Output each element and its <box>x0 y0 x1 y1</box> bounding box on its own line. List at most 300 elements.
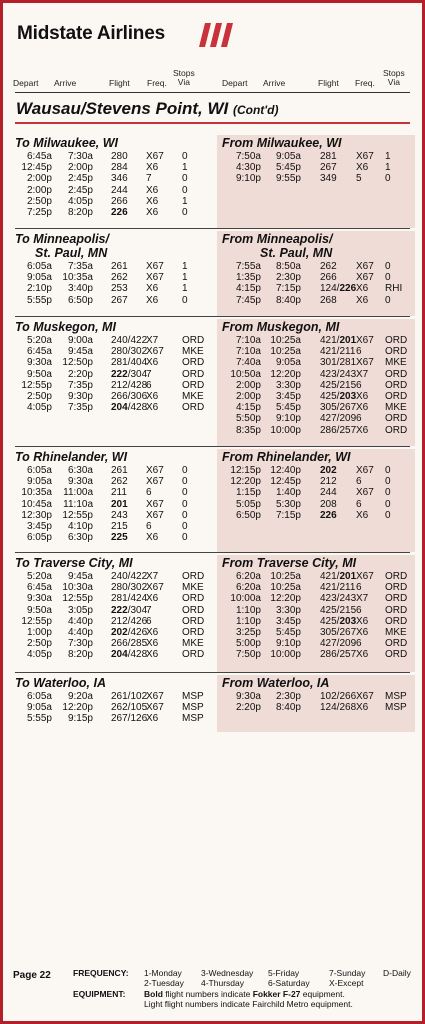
stops-via: 0 <box>182 294 188 306</box>
freq-2: 2-Tuesday <box>144 978 184 988</box>
arrive-time: 7:35p <box>67 402 93 414</box>
frequency: X7 <box>146 335 159 346</box>
depart-time: 9:30a <box>235 691 261 702</box>
arrive-time: 10:25a <box>270 571 301 582</box>
arrive-time: 9:15p <box>67 713 93 725</box>
frequency: X7 <box>356 593 369 605</box>
depart-time: 7:10a <box>235 346 261 358</box>
city-rule <box>15 122 410 124</box>
stops-via: ORD <box>385 593 408 605</box>
flight-number: 423/243 <box>320 368 357 380</box>
to-destination-title <box>15 556 133 570</box>
equipment-text-1-end: equipment. <box>302 989 345 999</box>
depart-time: 7:45p <box>235 294 261 306</box>
arrive-time: 2:30p <box>275 272 301 284</box>
stops-via: 0 <box>182 151 188 162</box>
depart-time: 2:00p <box>26 173 52 185</box>
arrive-time: 4:40p <box>67 626 93 638</box>
arrive-time: 7:35p <box>67 379 93 391</box>
arrive-time: 10:00p <box>270 424 301 436</box>
flight-number: 425/203 <box>320 615 357 627</box>
stops-via: ORD <box>385 335 408 346</box>
from-origin-title <box>222 136 341 150</box>
table-row <box>222 605 422 616</box>
stops-via: 0 <box>182 184 188 196</box>
arrive-time: 2:45p <box>67 184 93 196</box>
stops-via: 0 <box>385 272 391 284</box>
depart-time: 12:55p <box>21 615 52 627</box>
table-row <box>15 185 215 196</box>
table-row <box>15 713 215 724</box>
table-row <box>222 691 422 702</box>
arrive-time: 8:20p <box>67 649 93 661</box>
frequency: 6 <box>146 520 152 532</box>
frequency: X6 <box>146 162 159 174</box>
flight-number: 240/422 <box>111 571 148 582</box>
flight-number: 102/266 <box>320 691 357 702</box>
depart-time: 9:10p <box>235 173 261 185</box>
frequency: X6 <box>146 626 159 638</box>
depart-time: 5:20a <box>26 571 52 582</box>
frequency: 6 <box>356 346 362 358</box>
arrive-time: 3:45p <box>275 615 301 627</box>
depart-time: 9:05a <box>26 702 52 714</box>
depart-time: 4:05p <box>26 402 52 414</box>
stops-via: 1 <box>182 261 188 272</box>
stops-via: ORD <box>385 424 408 436</box>
table-row <box>222 391 422 402</box>
to-title-line: St. Paul, MN <box>35 246 108 260</box>
to-title-line: To Minneapolis/ <box>15 232 109 246</box>
stops-via: MSP <box>182 702 204 714</box>
flight-number: 286/257 <box>320 649 357 661</box>
table-row <box>222 369 422 380</box>
frequency: 7 <box>146 173 152 185</box>
arrive-time: 10:00p <box>270 649 301 661</box>
from-origin-title <box>222 232 332 260</box>
arrive-time: 2:30p <box>275 691 301 702</box>
frequency: X67 <box>146 582 164 594</box>
arrive-time: 8:40p <box>275 702 301 714</box>
to-title-line: To Milwaukee, WI <box>15 136 119 150</box>
arrive-time: 4:05p <box>67 195 93 207</box>
flight-number: 421/201 <box>320 571 357 582</box>
equipment-aircraft-bold: Fokker F-27 <box>252 989 301 999</box>
frequency: X6 <box>356 626 369 638</box>
table-row <box>15 151 215 162</box>
to-title-line: To Waterloo, IA <box>15 676 106 690</box>
from-origin-title <box>222 450 351 464</box>
arrive-time: 2:20p <box>67 368 93 380</box>
to-rows <box>15 465 215 543</box>
airline-name: Midstate Airlines <box>17 23 165 44</box>
freq-3: 3-Wednesday <box>201 968 254 978</box>
table-row <box>15 380 215 391</box>
depart-time: 3:45p <box>26 520 52 532</box>
stops-via: 1 <box>182 283 188 295</box>
arrive-time: 9:10p <box>275 638 301 650</box>
flight-number: 281/404 <box>111 357 148 369</box>
to-rows <box>15 261 215 306</box>
arrive-time: 3:30p <box>275 379 301 391</box>
stops-via: 1 <box>385 151 391 162</box>
depart-time: 3:25p <box>235 626 261 638</box>
table-row <box>15 521 215 532</box>
table-row <box>15 272 215 283</box>
table-row <box>15 532 215 543</box>
stops-via: ORD <box>182 649 205 661</box>
stops-via: ORD <box>182 615 205 627</box>
flight-number: 349 <box>320 173 337 185</box>
table-row <box>15 510 215 521</box>
from-rows <box>222 465 422 521</box>
depart-time: 6:05p <box>26 532 52 544</box>
flight-number: 267 <box>111 294 128 306</box>
from-rows <box>222 691 422 713</box>
from-title-line: From Traverse City, MI <box>222 556 357 570</box>
arrive-time: 7:30a <box>67 151 93 162</box>
arrive-time: 10:35a <box>62 272 93 284</box>
table-row <box>222 465 422 476</box>
depart-time: 12:15p <box>230 465 261 476</box>
depart-time: 5:05p <box>235 498 261 510</box>
table-row <box>15 346 215 357</box>
table-row <box>222 487 422 498</box>
arrive-time: 6:50p <box>67 294 93 306</box>
table-row <box>222 357 422 368</box>
frequency: X6 <box>356 615 369 627</box>
stops-via: 0 <box>182 509 188 521</box>
stops-via: 0 <box>182 487 188 499</box>
arrive-time: 7:15p <box>275 509 301 521</box>
table-row <box>15 487 215 498</box>
flight-number: 421/211 <box>320 346 356 358</box>
frequency: X6 <box>356 294 369 306</box>
table-row <box>15 582 215 593</box>
flight-number: 215 <box>111 520 128 532</box>
table-row <box>15 627 215 638</box>
flight-number: 253 <box>111 283 128 295</box>
col-depart-right: Depart <box>222 78 248 88</box>
stops-via: ORD <box>182 335 205 346</box>
stops-via: 0 <box>385 476 391 488</box>
arrive-time: 5:30p <box>275 498 301 510</box>
depart-time: 7:50a <box>235 151 261 162</box>
arrive-time: 3:40p <box>67 283 93 295</box>
frequency: X6 <box>146 649 159 661</box>
from-rows <box>222 335 422 436</box>
equipment-text-1: flight numbers indicate <box>165 989 251 999</box>
flight-number: 225 <box>111 532 128 544</box>
table-row <box>15 638 215 649</box>
frequency: X6 <box>356 424 369 436</box>
arrive-time: 12:50p <box>62 357 93 369</box>
depart-time: 4:30p <box>235 162 261 174</box>
depart-time: 6:05a <box>26 691 52 702</box>
stops-via: 0 <box>182 498 188 510</box>
frequency: X67 <box>146 498 164 510</box>
frequency: X6 <box>146 638 159 650</box>
stops-via: MKE <box>182 638 204 650</box>
flight-number: 267/126 <box>111 713 148 725</box>
stops-via: 0 <box>385 498 391 510</box>
flight-number: 305/267 <box>320 402 357 414</box>
arrive-time: 9:20a <box>67 691 93 702</box>
flight-number: 425/215 <box>320 604 357 616</box>
flight-number: 222/304 <box>111 368 148 380</box>
stops-via: 0 <box>182 173 188 185</box>
flight-number: 204/428 <box>111 402 148 414</box>
table-row <box>15 391 215 402</box>
depart-time: 1:35p <box>235 272 261 284</box>
col-stops: Stops <box>173 68 195 78</box>
frequency: X6 <box>146 206 159 218</box>
equipment-label: EQUIPMENT: <box>73 989 126 999</box>
from-origin-title <box>222 320 339 334</box>
frequency: X67 <box>146 691 164 702</box>
section-divider <box>15 552 410 553</box>
arrive-time: 5:45p <box>275 402 301 414</box>
stops-via: RHI <box>385 283 403 295</box>
table-row <box>15 162 215 173</box>
stops-via: 0 <box>385 261 391 272</box>
table-row <box>222 571 422 582</box>
frequency: X6 <box>146 283 159 295</box>
stops-via: ORD <box>385 379 408 391</box>
frequency: 6 <box>356 638 362 650</box>
arrive-time: 9:00a <box>67 335 93 346</box>
stops-via: MKE <box>385 402 407 414</box>
table-row <box>15 283 215 294</box>
flight-number: 211 <box>111 487 127 499</box>
from-title-line: From Milwaukee, WI <box>222 136 342 150</box>
stops-via: ORD <box>182 626 205 638</box>
table-row <box>222 162 422 173</box>
flight-number: 425/203 <box>320 390 357 402</box>
freq-7: 7-Sunday <box>329 968 366 978</box>
frequency: 6 <box>356 413 362 425</box>
table-row <box>15 571 215 582</box>
flight-number: 124/226 <box>320 283 357 295</box>
frequency: X6 <box>356 390 369 402</box>
arrive-time: 8:20p <box>67 206 93 218</box>
table-row <box>222 261 422 272</box>
stops-via: ORD <box>385 368 408 380</box>
table-row <box>222 295 422 306</box>
flight-number: 201 <box>111 498 128 510</box>
arrive-time: 3:45p <box>275 390 301 402</box>
depart-time: 1:10p <box>235 615 261 627</box>
col-flight: Flight <box>109 78 130 88</box>
flight-number: 427/209 <box>320 413 357 425</box>
flight-number: 244 <box>320 487 337 499</box>
frequency: X6 <box>146 294 159 306</box>
flight-number: 266/306 <box>111 390 148 402</box>
depart-time: 10:00a <box>230 593 261 605</box>
stops-via: MKE <box>182 346 204 358</box>
stops-via: ORD <box>385 346 408 358</box>
depart-time: 9:05a <box>26 272 52 284</box>
frequency: 6 <box>146 615 152 627</box>
depart-time: 7:55a <box>235 261 261 272</box>
depart-time: 1:10p <box>235 604 261 616</box>
from-rows <box>222 571 422 661</box>
from-origin-title <box>222 676 329 690</box>
depart-time: 6:05a <box>26 261 52 272</box>
flight-number: 346 <box>111 173 128 185</box>
table-row <box>222 413 422 424</box>
frequency: 6 <box>356 582 362 594</box>
arrive-time: 12:55p <box>62 509 93 521</box>
flight-number: 261/102 <box>111 691 148 702</box>
stops-via: MKE <box>385 357 407 369</box>
depart-time: 9:30a <box>26 593 52 605</box>
header-rule <box>15 92 410 93</box>
stops-via: 0 <box>385 465 391 476</box>
table-row <box>222 593 422 604</box>
table-row <box>222 151 422 162</box>
from-rows <box>222 261 422 306</box>
flight-number: 280/302 <box>111 346 148 358</box>
flight-number: 124/268 <box>320 702 357 714</box>
col-stops-via-right <box>383 69 405 87</box>
stops-via: 0 <box>385 294 391 306</box>
flight-number: 427/209 <box>320 638 357 650</box>
depart-time: 6:45a <box>26 346 52 358</box>
stops-via: MSP <box>182 713 204 725</box>
flight-number: 262/105 <box>111 702 148 714</box>
table-row <box>222 425 422 436</box>
freq-6: 6-Saturday <box>268 978 310 988</box>
equipment-line-1 <box>144 989 345 999</box>
table-row <box>15 295 215 306</box>
page-number: Page 22 <box>13 970 51 981</box>
flight-number: 266/285 <box>111 638 148 650</box>
depart-time: 9:50a <box>26 368 52 380</box>
depart-time: 7:40a <box>235 357 261 369</box>
col-arrive: Arrive <box>54 78 77 88</box>
arrive-time: 4:10p <box>67 520 93 532</box>
col-via-right: Via <box>387 77 400 87</box>
stops-via: ORD <box>182 593 205 605</box>
flight-number: 262 <box>111 272 128 284</box>
depart-time: 4:15p <box>235 402 261 414</box>
frequency: X6 <box>146 357 159 369</box>
table-row <box>15 207 215 218</box>
frequency: X6 <box>146 195 159 207</box>
table-row <box>222 649 422 660</box>
table-row <box>222 616 422 627</box>
stops-via: ORD <box>385 413 408 425</box>
equipment-line-2: Light flight numbers indicate Fairchild Metro equipment. <box>144 999 353 1009</box>
section-divider <box>15 316 410 317</box>
flight-number: 266 <box>111 195 128 207</box>
stops-via: ORD <box>182 357 205 369</box>
table-row <box>222 283 422 294</box>
stops-via: 0 <box>385 173 391 185</box>
frequency: X67 <box>356 261 374 272</box>
frequency: 5 <box>356 173 362 185</box>
stops-via: MKE <box>182 390 204 402</box>
frequency: X6 <box>356 402 369 414</box>
frequency: X67 <box>146 151 164 162</box>
flight-number: 212/426 <box>111 615 148 627</box>
arrive-time: 12:45p <box>270 476 301 488</box>
frequency: X67 <box>356 335 374 346</box>
table-row <box>222 627 422 638</box>
frequency: X7 <box>146 571 159 582</box>
section-divider <box>15 672 410 673</box>
flight-number: 262 <box>111 476 128 488</box>
to-title-line: To Rhinelander, WI <box>15 450 128 464</box>
depart-time: 9:30a <box>26 357 52 369</box>
arrive-time: 12:55p <box>62 593 93 605</box>
stops-via: ORD <box>182 604 205 616</box>
table-row <box>222 582 422 593</box>
flight-number: 204/428 <box>111 649 148 661</box>
depart-time: 5:20a <box>26 335 52 346</box>
depart-time: 6:20a <box>235 571 261 582</box>
flight-number: 268 <box>320 294 337 306</box>
frequency: X6 <box>356 649 369 661</box>
flight-number: 280/302 <box>111 582 148 594</box>
frequency: X6 <box>146 402 159 414</box>
stops-via: 1 <box>182 272 188 284</box>
depart-time: 2:00p <box>26 184 52 196</box>
frequency: X67 <box>356 487 374 499</box>
depart-time: 2:50p <box>26 638 52 650</box>
depart-time: 5:50p <box>235 413 261 425</box>
table-row <box>222 702 422 713</box>
frequency: X6 <box>356 162 369 174</box>
flight-number: 226 <box>320 509 337 521</box>
frequency: X6 <box>356 702 369 714</box>
equipment-bold-word: Bold <box>144 989 163 999</box>
flight-number: 425/215 <box>320 379 357 391</box>
stops-via: ORD <box>385 615 408 627</box>
freq-4: 4-Thursday <box>201 978 244 988</box>
airline-logo-stripes-icon <box>199 23 239 47</box>
flight-number: 262 <box>320 261 337 272</box>
table-row <box>15 335 215 346</box>
stops-via: MSP <box>385 691 407 702</box>
to-destination-title <box>15 232 109 260</box>
frequency: X67 <box>146 346 164 358</box>
arrive-time: 9:45a <box>67 571 93 582</box>
depart-time: 10:35a <box>21 487 52 499</box>
frequency: X67 <box>356 691 374 702</box>
frequency: X67 <box>146 261 164 272</box>
col-stops-via <box>173 69 195 87</box>
depart-time: 10:50a <box>230 368 261 380</box>
flight-number: 240/422 <box>111 335 148 346</box>
depart-time: 7:10a <box>235 335 261 346</box>
depart-time: 6:45a <box>26 582 52 594</box>
to-destination-title <box>15 676 106 690</box>
to-title-line: To Muskegon, MI <box>15 320 116 334</box>
frequency: X67 <box>146 465 164 476</box>
flight-number: 301/281 <box>320 357 357 369</box>
stops-via: 0 <box>182 476 188 488</box>
depart-time: 5:00p <box>235 638 261 650</box>
frequency: X67 <box>146 509 164 521</box>
depart-time: 10:45a <box>21 498 52 510</box>
to-destination-title <box>15 320 116 334</box>
table-row <box>15 616 215 627</box>
stops-via: MKE <box>385 626 407 638</box>
flight-number: 281/424 <box>111 593 148 605</box>
flight-number: 421/211 <box>320 582 356 594</box>
